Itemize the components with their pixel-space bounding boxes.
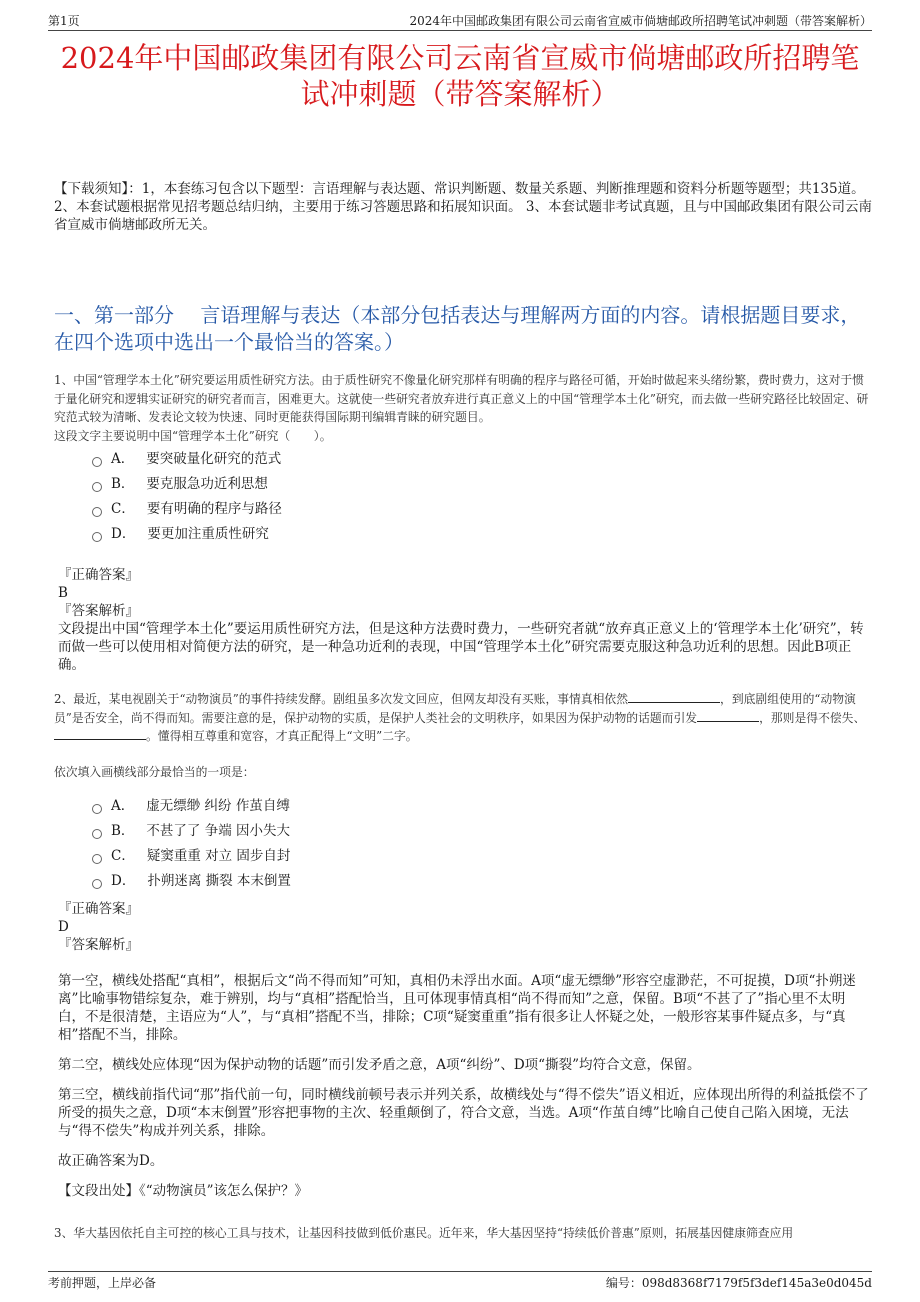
fill-blank xyxy=(697,709,759,722)
page-number: 第1页 xyxy=(48,14,80,28)
option-key: B． xyxy=(111,476,135,492)
stem-part: ，那则是得不偿失、 xyxy=(759,710,866,725)
question-1-options xyxy=(92,447,282,547)
question-1-answer xyxy=(58,566,872,674)
analysis-paragraph: 第三空，横线前指代词“那”指代前一句，同时横线前顿号表示并列关系，故横线处与“得不偿失”语义相近，应体现出所得的利益抵偿不了所受的损失之意，D项“本末倒置”形容把事物的主次、轻重颠倒了，符合文意，当选。A项“作茧自缚”比喻自己使自己陷入困境，无法与“得不偿失”构成并列关系，排除。 xyxy=(58,1087,869,1139)
radio-icon[interactable] xyxy=(92,532,102,542)
page-footer xyxy=(48,1271,872,1292)
fill-blank xyxy=(54,727,146,740)
analysis-paragraph: 故正确答案为D。 xyxy=(58,1153,164,1169)
page-header xyxy=(48,10,872,31)
radio-icon[interactable] xyxy=(92,457,102,467)
option-key: C． xyxy=(111,501,135,517)
option-text: 要有明确的程序与路径 xyxy=(146,501,282,517)
analysis-label: 『答案解析』 xyxy=(58,603,139,619)
option-c[interactable] xyxy=(92,497,282,522)
option-a[interactable] xyxy=(92,447,282,472)
source-citation: 【文段出处】《“动物演员”该怎么保护？》 xyxy=(58,1183,309,1199)
radio-icon[interactable] xyxy=(92,829,102,839)
fill-blank xyxy=(628,690,720,703)
analysis-label: 『答案解析』 xyxy=(58,937,139,953)
radio-icon[interactable] xyxy=(92,804,102,814)
option-key: D． xyxy=(111,526,136,542)
document-title-line2: 试冲刺题（带答案解析） xyxy=(300,77,620,111)
header-doc-title: 2024年中国邮政集团有限公司云南省宣威市倘塘邮政所招聘笔试冲刺题（带答案解析） xyxy=(409,14,872,28)
option-a[interactable] xyxy=(92,794,291,819)
question-2-answer xyxy=(58,900,872,954)
option-text: 虚无缥缈 纠纷 作茧自缚 xyxy=(146,798,290,814)
radio-icon[interactable] xyxy=(92,507,102,517)
document-title-line1: 2024年中国邮政集团有限公司云南省宣威市倘塘邮政所招聘笔 xyxy=(60,41,860,75)
option-text: 扑朔迷离 撕裂 本末倒置 xyxy=(147,873,291,889)
question-2-stem xyxy=(54,690,872,746)
document-title xyxy=(40,40,880,112)
stem-part: 2、最近，某电视剧关于“动物演员”的事件持续发酵。剧组虽多次发文回应，但网友却没有买账，事情真相依然 xyxy=(54,692,629,706)
section-heading: 一、第一部分 言语理解与表达（本部分包括表达与理解两方面的内容。请根据题目要求，在四个选项中选出一个最恰当的答案。） xyxy=(54,303,861,354)
question-2-options xyxy=(92,794,291,894)
answer-value: D xyxy=(58,919,69,935)
option-key: A． xyxy=(111,798,135,814)
option-d[interactable] xyxy=(92,869,291,894)
option-b[interactable] xyxy=(92,819,291,844)
option-text: 疑窦重重 对立 固步自封 xyxy=(146,848,291,864)
stem-part: ，到底剧组使用的“动物演员”是否安全，尚不得而知。需要注意的是，保护动物的实质，是保护人类社会的文明秩序，如果因为保护动物的话题而引发 xyxy=(54,692,856,725)
analysis-text: 文段提出中国“管理学本土化”要运用质性研究方法，但是这种方法费时费力，一些研究者就“放弃真正意义上的‘管理学本土化’研究”，转而做一些可以使用相对简便方法的研究，是一种急功近利的表现，中国“管理学本土化”研究需要克服这种急功近利的思想。因此B项正确。 xyxy=(58,621,864,673)
option-text: 要克服急功近利思想 xyxy=(146,476,268,492)
radio-icon[interactable] xyxy=(92,854,102,864)
download-notice: 【下载须知】：1，本套练习包含以下题型：言语理解与表达题、常识判断题、数量关系题、判断推理题和资料分析题等题型；共135道。 2、本套试题根据常见招考题总结归纳，主要用于练习答题思路和拓展知识面。 3、本套试题非考试真题，且与中国邮政集团有限公司云南省宣威市倘塘邮政所无关。 xyxy=(54,181,872,233)
footer-slogan: 考前押题，上岸必备 xyxy=(48,1276,157,1290)
radio-icon[interactable] xyxy=(92,879,102,889)
option-b[interactable] xyxy=(92,472,282,497)
radio-icon[interactable] xyxy=(92,482,102,492)
analysis-paragraph: 第一空，横线处搭配“真相”，根据后文“尚不得而知”可知，真相仍未浮出水面。A项“虚无缥缈”形容空虚渺茫，不可捉摸，D项“扑朔迷离”比喻事物错综复杂，难于辨别，均与“真相”搭配恰当，且可体现事情真相“尚不得而知”之意，保留。B项“不甚了了”指心里不太明白，不是很清楚，主语应为“人”，与“真相”搭配不当，排除；C项“疑窦重重”指有很多让人怀疑之处，一般形容某事件疑点多，与“真相”搭配不当，排除。 xyxy=(58,973,856,1043)
option-c[interactable] xyxy=(92,844,291,869)
document-id: 编号：098d8368f7179f5f3def145a3e0d045d xyxy=(605,1276,872,1290)
analysis-paragraph: 第二空，横线处应体现“因为保护动物的话题”而引发矛盾之意，A项“纠纷”、D项“撕裂”均符合文意，保留。 xyxy=(58,1057,701,1073)
option-text: 不甚了了 争端 因小失大 xyxy=(146,823,291,839)
question-2-analysis xyxy=(58,972,872,1212)
option-text: 要更加注重质性研究 xyxy=(147,526,269,542)
option-key: D． xyxy=(111,873,136,889)
option-key: C． xyxy=(111,848,135,864)
answer-label: 『正确答案』 xyxy=(58,567,139,583)
answer-value: B xyxy=(58,585,68,601)
stem-part: 。懂得相互尊重和宽容，才真正配得上“文明”二字。 xyxy=(146,729,418,743)
option-key: A． xyxy=(111,451,135,467)
option-text: 要突破量化研究的范式 xyxy=(146,451,282,467)
question-1-stem: 1、中国“管理学本土化”研究要运用质性研究方法。由于质性研究不像量化研究那样有明确的程序与路径可循，开始时做起来头绪纷繁，费时费力，这对于惯于量化研究和逻辑实证研究的研究者而言，困难更大。这就使一些研究者放弃进行真正意义上的中国“管理学本土化”研究，而去做一些研究路径比较固定、研究范式较为清晰、发表论文较为快速、同时更能获得国际期刊编辑青睐的研究题目。 xyxy=(54,373,869,424)
option-key: B． xyxy=(111,823,135,839)
question-3-stem: 3、华大基因依托自主可控的核心工具与技术，让基因科技做到低价惠民。近年来，华大基因坚持“持续低价普惠”原则，拓展基因健康筛查应用 xyxy=(54,1226,794,1240)
question-2-prompt: 依次填入画横线部分最恰当的一项是： xyxy=(54,765,255,779)
option-d[interactable] xyxy=(92,522,282,547)
answer-label: 『正确答案』 xyxy=(58,901,139,917)
question-1-prompt: 这段文字主要说明中国“管理学本土化”研究（ ）。 xyxy=(54,429,332,443)
